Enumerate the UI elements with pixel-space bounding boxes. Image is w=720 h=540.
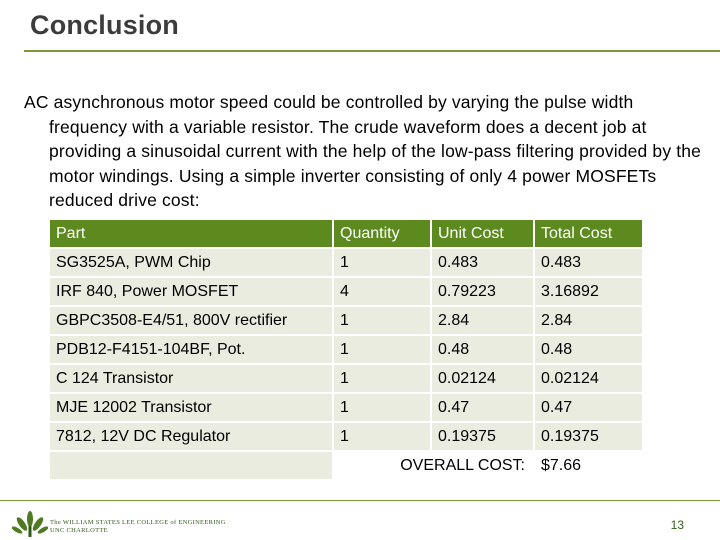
header-part: Part (50, 220, 332, 247)
cell-quantity: 1 (334, 365, 430, 392)
cell-unit-cost: 0.483 (432, 249, 533, 276)
cell-total-cost: 3.16892 (535, 278, 642, 305)
cell-total-cost: 0.19375 (535, 423, 642, 450)
table-row (50, 365, 642, 392)
cell-quantity: 1 (334, 394, 430, 421)
cell-quantity: 4 (334, 278, 430, 305)
cell-part: PDB12-F4151-104BF, Pot. (50, 336, 332, 363)
cell-unit-cost: 0.02124 (432, 365, 533, 392)
header-quantity: Quantity (334, 220, 430, 247)
college-name-line1: The WILLIAM STATES LEE COLLEGE of ENGINEERING (50, 519, 226, 526)
slide-title: Conclusion (30, 10, 179, 40)
cell-part: C 124 Transistor (50, 365, 332, 392)
college-logo-icon (12, 510, 48, 538)
cell-quantity: 1 (334, 336, 430, 363)
cell-quantity: 1 (334, 423, 430, 450)
cost-table (48, 218, 644, 481)
table-row (50, 278, 642, 305)
cell-part: MJE 12002 Transistor (50, 394, 332, 421)
overall-cost-label: OVERALL COST: (334, 452, 533, 479)
table-header-row (50, 220, 642, 247)
body-paragraph: AC asynchronous motor speed could be controlled by varying the pulse width frequency with a variable resistor. The crude waveform does a decent job at providing a sinusoidal current with the help of the low-pass filtering provided by the motor windings. Using a simple inverter consisting of only 4 power MOSFETs reduced drive cost: (24, 92, 702, 210)
cell-part: GBPC3508-E4/51, 800V rectifier (50, 307, 332, 334)
college-name-line2: UNC CHARLOTTE (50, 526, 108, 534)
title-divider (24, 50, 720, 52)
cell-unit-cost: 0.48 (432, 336, 533, 363)
cell-total-cost: 0.483 (535, 249, 642, 276)
college-name (50, 519, 226, 534)
cell-unit-cost: 2.84 (432, 307, 533, 334)
header-unit-cost: Unit Cost (432, 220, 533, 247)
footer-divider (0, 500, 720, 501)
cell-unit-cost: 0.79223 (432, 278, 533, 305)
cell-total-cost: 0.02124 (535, 365, 642, 392)
cell-part: 7812, 12V DC Regulator (50, 423, 332, 450)
page-number: 13 (670, 518, 684, 532)
table-row (50, 249, 642, 276)
table-row (50, 423, 642, 450)
table-row (50, 307, 642, 334)
cell-part: IRF 840, Power MOSFET (50, 278, 332, 305)
cell-quantity: 1 (334, 249, 430, 276)
cell-total-cost: 0.48 (535, 336, 642, 363)
cell-unit-cost: 0.47 (432, 394, 533, 421)
header-total-cost: Total Cost (535, 220, 642, 247)
cell-part: SG3525A, PWM Chip (50, 249, 332, 276)
blank-cell (50, 452, 332, 479)
overall-cost-row (50, 452, 642, 479)
cell-total-cost: 2.84 (535, 307, 642, 334)
cell-total-cost: 0.47 (535, 394, 642, 421)
table-row (50, 394, 642, 421)
cell-unit-cost: 0.19375 (432, 423, 533, 450)
cell-quantity: 1 (334, 307, 430, 334)
overall-cost-value: $7.66 (535, 452, 642, 479)
table-row (50, 336, 642, 363)
